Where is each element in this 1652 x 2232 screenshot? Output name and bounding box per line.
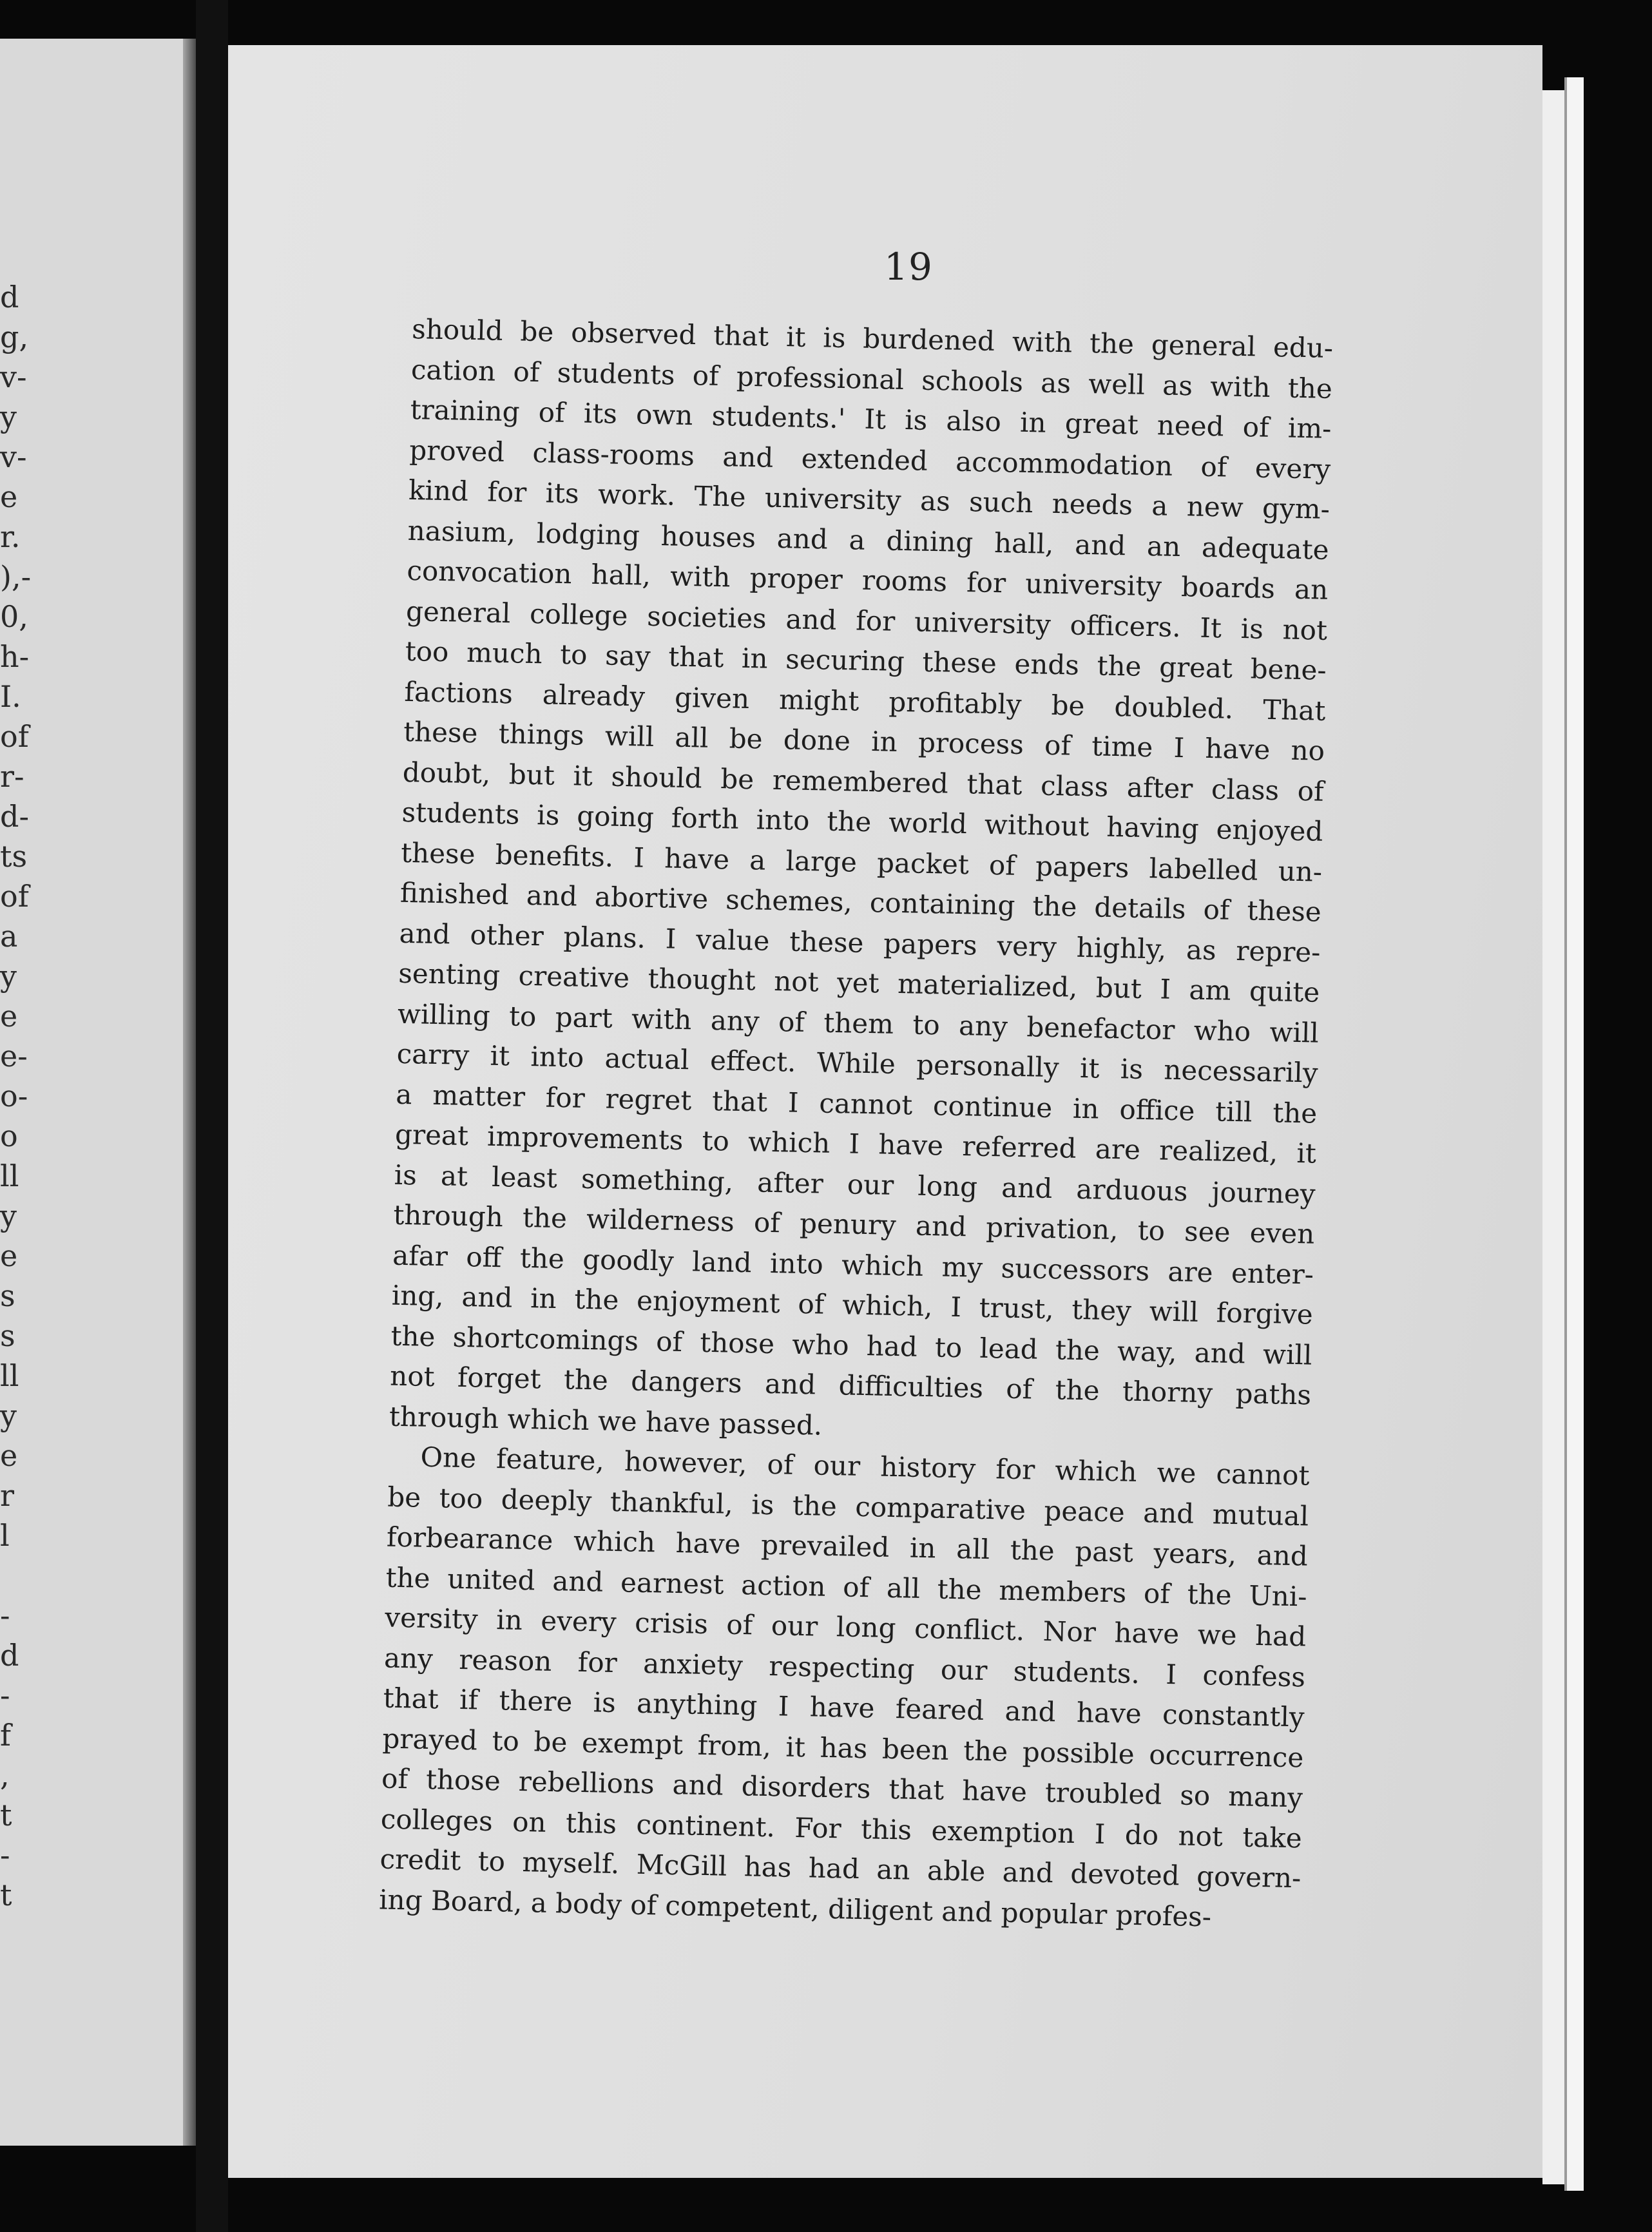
- previous-page-fragment: ,: [0, 1758, 10, 1793]
- previous-page-fragment: t: [0, 1878, 12, 1912]
- previous-page-edge: [183, 39, 196, 2146]
- previous-page-fragment: s: [0, 1318, 15, 1353]
- previous-page-fragment: o: [0, 1119, 18, 1153]
- page-stack-edge: [1542, 90, 1564, 2184]
- previous-page-fragment: ),-: [0, 559, 32, 594]
- previous-page-fragment: d-: [0, 799, 29, 834]
- previous-page-fragment: -: [0, 1678, 10, 1713]
- previous-page-fragment: -: [0, 1838, 10, 1872]
- text-line: and other plans. I value these papers very highly, as repre-: [399, 917, 1321, 968]
- previous-page-fragment: of: [0, 879, 29, 914]
- text-line: factions already given might profitably be doubled. That: [404, 675, 1326, 727]
- page-stack-edge-outer: [1564, 77, 1584, 2191]
- text-line: that if there is anything I have feared and have constantly: [383, 1682, 1305, 1733]
- text-line: the shortcomings of those who had to lead the way, and will: [390, 1320, 1312, 1371]
- previous-page-fragment: 0,: [0, 599, 28, 634]
- paragraph: [389, 309, 1333, 1456]
- previous-page-fragment: v-: [0, 360, 27, 394]
- text-line: senting creative thought not yet materialized, but I am quite: [398, 957, 1320, 1008]
- text-line: not forget the dangers and difficulties of the thorny paths: [389, 1360, 1312, 1411]
- text-line: should be observed that it is burdened with the general edu-: [411, 313, 1334, 364]
- text-line: of those rebellions and disorders that have troubled so many: [381, 1762, 1303, 1814]
- previous-page-fragment: I.: [0, 679, 21, 714]
- text-line: ing, and in the enjoyment of which, I trust, they will forgive: [391, 1279, 1314, 1331]
- previous-page-fragment: -: [0, 1598, 10, 1633]
- previous-page-fragment: of: [0, 719, 29, 754]
- text-line: these benefits. I have a large packet of papers labelled un-: [400, 836, 1323, 888]
- previous-page-fragment: t: [0, 1798, 12, 1833]
- page-number: 19: [884, 245, 933, 289]
- text-line: doubt, but it should be remembered that class after class of: [402, 756, 1325, 807]
- previous-page-fragment: ts: [0, 839, 28, 874]
- text-line: versity in every crisis of our long conflict. Nor have we had: [384, 1601, 1307, 1653]
- previous-page-fragment: y: [0, 1398, 17, 1433]
- previous-page-fragment: r: [0, 1478, 14, 1513]
- previous-page-fragment: g,: [0, 320, 29, 354]
- previous-page-fragment: e: [0, 999, 18, 1034]
- text-line: students is going forth into the world without having enjoyed: [401, 796, 1323, 847]
- previous-page-fragment: d: [0, 1638, 19, 1673]
- text-line: afar off the goodly land into which my successors are enter-: [392, 1239, 1314, 1291]
- text-line: One feature, however, of our history for which we cannot: [420, 1441, 1310, 1492]
- previous-page-fragment: e: [0, 1438, 18, 1473]
- text-line: too much to say that in securing these ends the great bene-: [405, 635, 1327, 686]
- previous-page-fragment: ll: [0, 1159, 19, 1193]
- previous-page-fragment: [0, 1555, 26, 1595]
- text-line: any reason for anxiety respecting our students. I confess: [383, 1642, 1306, 1693]
- text-line: proved class-rooms and extended accommodation of every: [408, 434, 1331, 485]
- previous-page-fragment: f: [0, 1718, 12, 1753]
- text-line: convocation hall, with proper rooms for university boards an: [406, 554, 1329, 606]
- previous-page: [0, 39, 193, 2146]
- previous-page-text-fragments: [0, 277, 32, 1915]
- previous-page-fragment: o-: [0, 1079, 28, 1113]
- previous-page-fragment: e: [0, 1238, 18, 1273]
- text-line: general college societies and for university officers. It is not: [405, 595, 1328, 646]
- text-line: is at least something, after our long and arduous journey: [394, 1159, 1316, 1210]
- text-line: finished and abortive schemes, containing the details of these: [399, 876, 1322, 928]
- previous-page-fragment: l: [0, 1518, 10, 1553]
- paragraph: [379, 1437, 1310, 1939]
- text-line: cation of students of professional schools as well as with the: [410, 353, 1333, 405]
- text-line: training of its own students.' It is also in great need of im-: [410, 393, 1332, 445]
- previous-page-fragment: ll: [0, 1358, 19, 1393]
- text-line: kind for its work. The university as such needs a new gym-: [408, 474, 1330, 525]
- previous-page-fragment: v-: [0, 439, 27, 474]
- previous-page-fragment: r-: [0, 759, 24, 794]
- text-line: great improvements to which I have referred are realized, it: [394, 1118, 1317, 1169]
- text-line: prayed to be exempt from, it has been the possible occurrence: [382, 1722, 1304, 1773]
- text-line: nasium, lodging houses and a dining hall, and an adequate: [407, 514, 1330, 566]
- text-line: forbearance which have prevailed in all the past years, and: [386, 1521, 1309, 1572]
- previous-page-fragment: h-: [0, 639, 30, 674]
- previous-page-fragment: y: [0, 1198, 17, 1233]
- text-line: be too deeply thankful, is the comparative peace and mutual: [387, 1481, 1309, 1532]
- previous-page-fragment: y: [0, 959, 17, 994]
- previous-page-fragment: r.: [0, 519, 21, 554]
- text-line: ing Board, a body of competent, diligent and popular profes-: [378, 1883, 1212, 1933]
- previous-page-fragment: a: [0, 919, 18, 954]
- previous-page-fragment: d: [0, 280, 19, 314]
- previous-page-fragment: e-: [0, 1039, 28, 1073]
- previous-page-fragment: s: [0, 1278, 15, 1313]
- text-line: through the wilderness of penury and privation, to see even: [393, 1198, 1315, 1250]
- text-line: through which we have passed.: [389, 1400, 823, 1441]
- text-line: the united and earnest action of all the members of the Uni-: [385, 1561, 1307, 1613]
- text-line: a matter for regret that I cannot continue in office till the: [395, 1078, 1318, 1130]
- page-body-text: [379, 309, 1334, 1939]
- previous-page-fragment: e: [0, 479, 18, 514]
- text-line: these things will all be done in process of time I have no: [403, 715, 1325, 767]
- text-line: willing to part with any of them to any benefactor who will: [397, 997, 1320, 1049]
- previous-page-fragment: y: [0, 399, 17, 434]
- text-line: carry it into actual effect. While personally it is necessarily: [396, 1037, 1319, 1089]
- text-line: credit to myself. McGill has had an able and devoted govern-: [379, 1843, 1301, 1894]
- book-gutter: [196, 0, 228, 2232]
- text-line: colleges on this continent. For this exemption I do not take: [380, 1802, 1303, 1854]
